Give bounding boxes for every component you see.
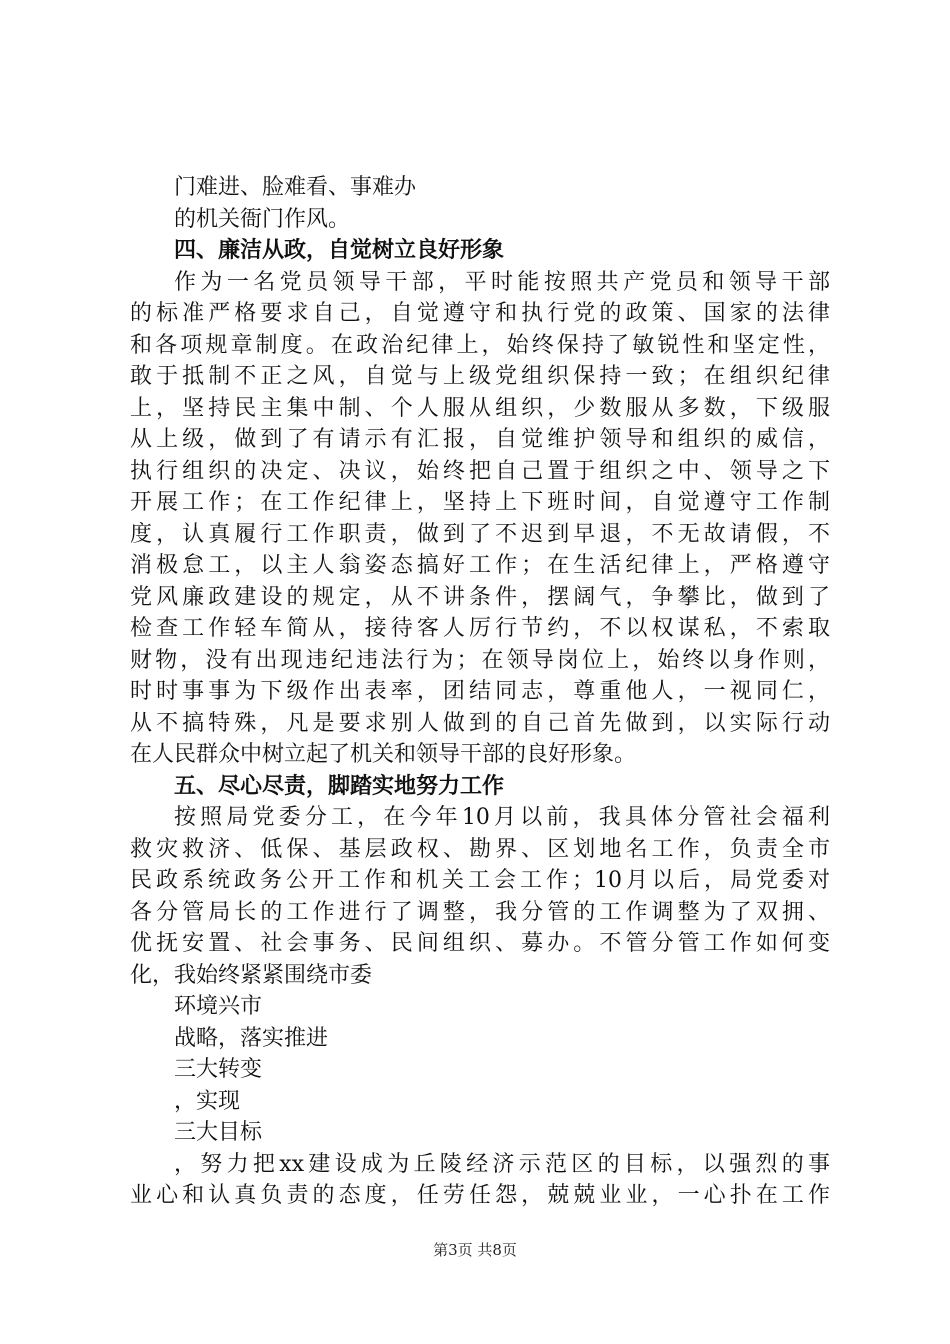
body-text-line: 上，坚持民主集中制、个人服从组织，少数服从多数，下级服	[130, 395, 830, 421]
section-heading: 五、尽心尽责，脚踏实地努力工作	[174, 772, 505, 799]
body-text-line: 在人民群众中树立起了机关和领导干部的良好形象。	[130, 742, 637, 767]
body-text-line: 从上级，做到了有请示有汇报，自觉维护领导和组织的威信，	[130, 427, 830, 452]
body-text-line: 环境兴市	[174, 994, 263, 1019]
section-heading: 四、廉洁从政，自觉树立良好形象	[174, 237, 505, 263]
body-text-line: 度，认真履行工作职责，做到了不迟到早退，不无故请假，不	[130, 521, 830, 547]
body-text-line: 三大目标	[174, 1120, 263, 1145]
body-text-line: 的标准严格要求自己，自觉遵守和执行党的政策、国家的法律	[130, 301, 830, 326]
body-text-line: 门难进、脸难看、事难办	[174, 175, 417, 200]
body-text-line: 从不搞特殊，凡是要求别人做到的自己首先做到，以实际行动	[130, 710, 830, 736]
body-text-line: 按照局党委分工，在今年10月以前，我具体分管社会福利	[174, 805, 830, 830]
body-text-line: 救灾救济、低保、基层政权、勘界、区划地名工作，负责全市	[130, 836, 830, 862]
body-text-line: 的机关衙门作风。	[174, 206, 351, 232]
body-text-line: ，努力把xx建设成为丘陵经济示范区的目标，以强烈的事	[174, 1151, 830, 1177]
body-text-line: 财物，没有出现违纪违法行为；在领导岗位上，始终以身作则，	[130, 647, 830, 673]
body-text-line: 敢于抵制不正之风，自觉与上级党组织保持一致；在组织纪律	[130, 364, 830, 389]
body-text-line: 时时事事为下级作出表率，团结同志，尊重他人，一视同仁，	[130, 679, 830, 704]
body-text-line: 和各项规章制度。在政治纪律上，始终保持了敏锐性和坚定性，	[130, 332, 830, 358]
page-number-footer: 第3页 共8页	[433, 1241, 517, 1259]
body-text-line: 作为一名党员领导干部，平时能按照共产党员和领导干部	[174, 269, 830, 295]
body-text-line: 开展工作；在工作纪律上，坚持上下班时间，自觉遵守工作制	[130, 490, 830, 515]
body-text-line: 化，我始终紧紧围绕市委	[130, 962, 373, 988]
body-text-line: 党风廉政建设的规定，从不讲条件，摆阔气，争攀比，做到了	[130, 584, 830, 610]
body-text-line: 业心和认真负责的态度，任劳任怨，兢兢业业，一心扑在工作	[130, 1183, 830, 1208]
body-text-line: 战略，落实推进	[174, 1025, 329, 1051]
body-text-line: 消极怠工，以主人翁姿态搞好工作；在生活纪律上，严格遵守	[130, 553, 830, 578]
body-text-line: 优抚安置、社会事务、民间组织、募办。不管分管工作如何变	[130, 931, 830, 956]
body-text-line: 执行组织的决定、决议，始终把自己置于组织之中、领导之下	[130, 458, 830, 484]
body-text-line: 检查工作轻车简从，接待客人厉行节约，不以权谋私，不索取	[130, 616, 830, 641]
document-body	[130, 172, 830, 1212]
body-text-line: ，实现	[174, 1088, 241, 1114]
body-text-line: 各分管局长的工作进行了调整，我分管的工作调整为了双拥、	[130, 899, 830, 925]
body-text-line: 三大转变	[174, 1057, 263, 1082]
body-text-line: 民政系统政务公开工作和机关工会工作；10月以后，局党委对	[130, 868, 830, 893]
